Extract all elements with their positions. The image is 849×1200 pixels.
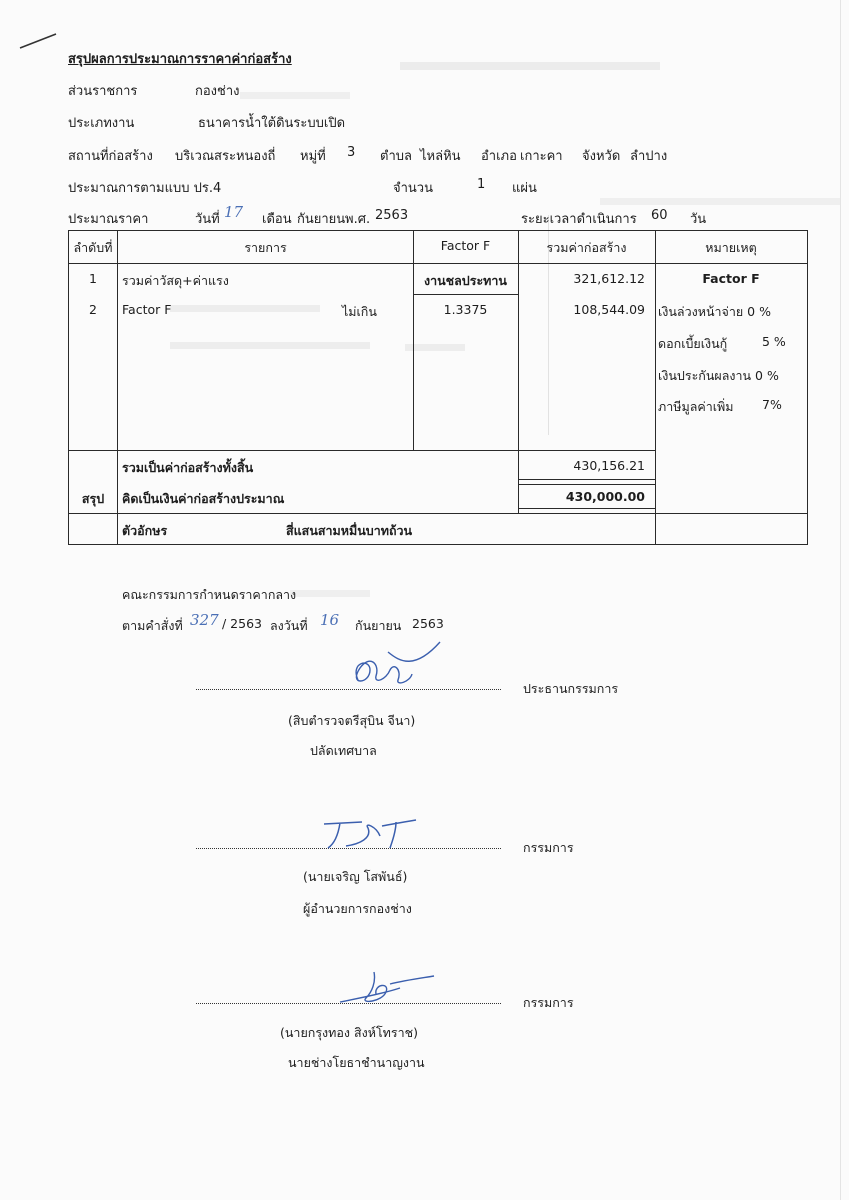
amphoe-value: เกาะคา [520,149,563,164]
document-title: สรุปผลการประมาณการราคาค่าก่อสร้าง [68,52,292,67]
member1-role: ประธานกรรมการ [523,681,619,696]
member1-position: ปลัดเทศบาล [310,743,377,758]
text-amount-label: ตัวอักษร [122,523,168,538]
member3-role: กรรมการ [523,995,574,1010]
note-vat-label: ภาษีมูลค่าเพิ่ม [658,399,734,414]
member3-position: นายช่างโยธาชำนาญงาน [288,1055,425,1070]
order-date-label: ลงวันที่ [270,618,308,633]
count-unit: แผ่น [512,181,537,196]
location-label: สถานที่ก่อสร้าง [68,149,153,164]
row2-item-extra: ไม่เกิน [342,304,377,319]
tambon-label: ตำบล [380,149,412,164]
col-header-item: รายการ [244,240,287,255]
row1-no: 1 [89,271,97,286]
member1-name: (สิบตำรวจตรีสุบิน จีนา) [288,713,416,728]
member3-name: (นายกรุงทอง สิงห์โทราช) [280,1025,418,1040]
note-interest-value: 5 % [762,334,786,349]
date-month-label: เดือน [262,212,292,227]
text-amount-value: สี่แสนสามหมื่นบาทถ้วน [286,523,413,538]
col-header-factor: Factor F [440,238,491,253]
note-interest-label: ดอกเบี้ยเงินกู้ [658,336,728,351]
member2-role: กรรมการ [523,840,574,855]
duration-value: 60 [651,208,668,223]
amphoe-label: อำเภอ [481,149,517,164]
col-header-note: หมายเหตุ [705,240,757,255]
signature-2 [320,818,420,853]
changwat-label: จังหวัด [582,149,621,164]
member2-name: (นายเจริญ โสพันธ์) [303,869,408,884]
plan-label: ประมาณการตามแบบ ปร.4 [68,181,222,196]
date-year-value: 2563 [375,208,409,223]
note-advance: เงินล่วงหน้าจ่าย 0 % [658,304,771,319]
row2-total: 108,544.09 [573,302,645,317]
work-type-value: ธนาคารน้ำใต้ดินระบบเปิด [198,116,346,131]
changwat-value: ลำปาง [630,149,668,164]
signature-3 [330,968,440,1008]
note-factor-title: Factor F [702,271,760,286]
order-month: กันยายน [355,618,402,633]
sum-est-label: คิดเป็นเงินค่าก่อสร้างประมาณ [122,491,285,506]
sum-est-value: 430,000.00 [565,489,645,504]
summary-label: สรุป [81,491,105,506]
order-prefix: ตามคำสั่งที่ [122,618,183,633]
duration-label: ระยะเวลาดำเนินการ [521,212,637,227]
col-header-total: รวมค่าก่อสร้าง [546,240,627,255]
date-day-handwritten: 17 [224,203,244,221]
order-day-handwritten: 16 [320,611,340,629]
location-place: บริเวณสระหนองถี่ [175,149,276,164]
date-month-value: กันยายน [297,212,346,227]
order-year2: 2563 [412,616,444,631]
row1-factor: งานชลประทาน [424,273,507,288]
sum-total-label: รวมเป็นค่าก่อสร้างทั้งสิ้น [122,460,254,475]
count-value: 1 [477,177,486,192]
row2-item: Factor F [122,302,172,317]
date-year-label: พ.ศ. [345,212,371,227]
col-header-no: ลำดับที่ [73,240,113,255]
order-no-handwritten: 327 [190,611,219,629]
row1-total: 321,612.12 [573,271,645,286]
note-vat-value: 7% [762,397,782,412]
moo-value: 3 [347,145,356,160]
count-label: จำนวน [393,181,433,196]
moo-label: หมู่ที่ [300,149,326,164]
note-guarantee: เงินประกันผลงาน 0 % [658,368,779,383]
order-year: / 2563 [222,616,262,631]
dept-value: กองช่าง [195,84,240,99]
tambon-value: ไหล่หิน [420,149,461,164]
member2-position: ผู้อำนวยการกองช่าง [303,901,412,916]
pen-mark [18,32,58,52]
row2-factor: 1.3375 [443,302,488,317]
signature-1 [340,640,450,695]
duration-unit: วัน [690,212,707,227]
work-type-label: ประเภทงาน [68,116,135,131]
row1-item: รวมค่าวัสดุ+ค่าแรง [122,273,229,288]
row2-no: 2 [89,302,97,317]
date-day-label: วันที่ [195,212,220,227]
sum-total-value: 430,156.21 [573,458,645,473]
estimate-label: ประมาณราคา [68,212,149,227]
dept-label: ส่วนราชการ [68,84,138,99]
committee-title: คณะกรรมการกำหนดราคากลาง [122,587,297,602]
